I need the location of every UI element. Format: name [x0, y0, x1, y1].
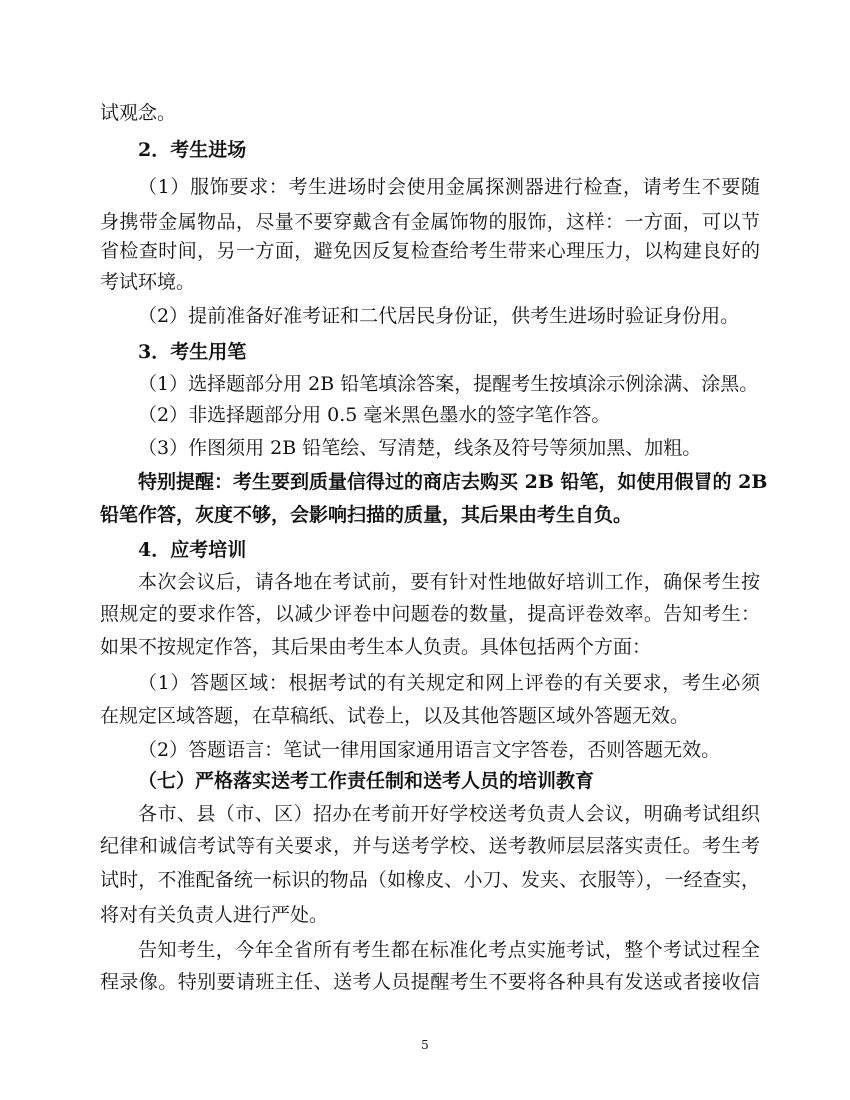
section-heading: 4．应考培训 [138, 539, 247, 561]
text-line: 将对有关负责人进行严处。 [100, 904, 329, 926]
text-line: 照规定的要求作答，以减少评卷中问题卷的数量，提高评卷效率。告知考生： [100, 603, 760, 625]
text-line: （1）选择题部分用 2B 铅笔填涂答案，提醒考生按填涂示例涂满、涂黑。 [138, 373, 759, 395]
section-heading: （七）严格落实送考工作责任制和送考人员的培训教育 [138, 770, 595, 792]
text-line: （3）作图须用 2B 铅笔绘、写清楚，线条及符号等须加黑、加粗。 [138, 437, 702, 459]
text-line: （2）答题语言：笔试一律用国家通用语言文字答卷，否则答题无效。 [138, 739, 721, 761]
text-line: 本次会议后，请各地在考试前，要有针对性地做好培训工作，确保考生按 [138, 571, 760, 593]
text-line: 试时，不准配备统一标识的物品（如橡皮、小刀、发夹、衣服等），一经查实， [100, 869, 760, 891]
highlight-notice: 特别提醒：考生要到质量信得过的商店去购买 2B 铅笔，如使用假冒的 2B [138, 471, 768, 493]
text-line: 纪律和诚信考试等有关要求，并与送考学校、送考教师层层落实责任。考生考 [100, 835, 760, 857]
text-line: 身携带金属物品，尽量不要穿戴含有金属饰物的服饰，这样：一方面，可以节 [100, 211, 760, 233]
text-line: 在规定区域答题，在草稿纸、试卷上，以及其他答题区域外答题无效。 [100, 705, 690, 727]
text-line: （1）服饰要求：考生进场时会使用金属探测器进行检查，请考生不要随 [138, 176, 760, 198]
section-heading: 3．考生用笔 [138, 341, 247, 363]
text-line: 考试环境。 [100, 271, 196, 293]
highlight-notice: 铅笔作答，灰度不够，会影响扫描的质量，其后果由考生自负。 [100, 504, 633, 526]
page-number: 5 [421, 1038, 429, 1052]
text-line: （1）答题区域：根据考试的有关规定和网上评卷的有关要求，考生必须 [138, 672, 760, 694]
section-heading: 2．考生进场 [138, 139, 247, 161]
text-line: 试观念。 [100, 102, 177, 124]
text-line: 程录像。特别要请班主任、送考人员提醒考生不要将各种具有发送或者接收信 [100, 971, 760, 993]
text-line: 省检查时间，另一方面，避免因反复检查给考生带来心理压力，以构建良好的 [100, 240, 760, 262]
text-line: 如果不按规定作答，其后果由考生本人负责。具体包括两个方面： [100, 636, 652, 658]
text-line: 各市、县（市、区）招办在考前开好学校送考负责人会议，明确考试组织 [138, 803, 760, 825]
text-line: （2）提前准备好准考证和二代居民身份证，供考生进场时验证身份用。 [138, 305, 740, 327]
text-line: （2）非选择题部分用 0.5 毫米黑色墨水的签字笔作答。 [138, 404, 611, 426]
text-line: 告知考生，今年全省所有考生都在标准化考点实施考试，整个考试过程全 [138, 939, 760, 961]
